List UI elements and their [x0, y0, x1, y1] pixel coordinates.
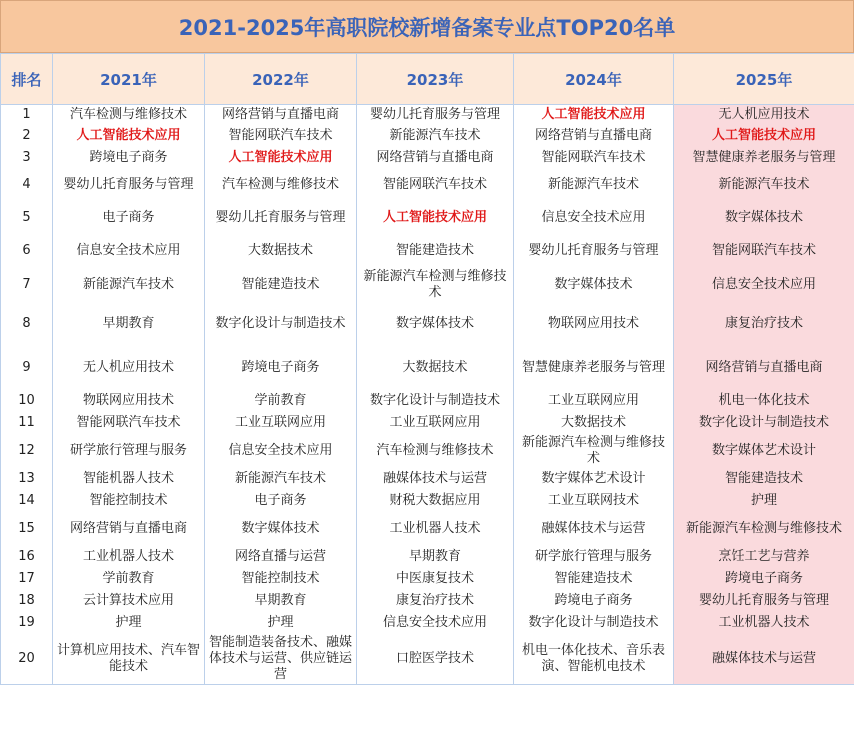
rank-cell: 6	[1, 235, 53, 268]
program-cell: 财税大数据应用	[357, 490, 514, 512]
table-row	[1, 568, 854, 590]
program-cell: 婴幼儿托育服务与管理	[205, 201, 357, 235]
program-cell: 智能控制技术	[53, 490, 205, 512]
program-cell: 口腔医学技术	[357, 634, 514, 685]
rank-cell: 12	[1, 434, 53, 468]
program-cell: 信息安全技术应用	[357, 612, 514, 634]
program-cell: 新能源汽车检测与维修技术	[514, 434, 674, 468]
program-cell: 大数据技术	[514, 412, 674, 434]
program-cell: 数字化设计与制造技术	[674, 412, 854, 434]
program-cell: 信息安全技术应用	[514, 201, 674, 235]
program-cell: 工业机器人技术	[53, 546, 205, 568]
rank-cell: 17	[1, 568, 53, 590]
program-cell: 护理	[205, 612, 357, 634]
program-cell: 融媒体技术与运营	[514, 512, 674, 546]
table-title: 2021-2025年高职院校新增备案专业点TOP20名单	[0, 0, 854, 53]
program-cell: 物联网应用技术	[53, 390, 205, 412]
program-cell: 早期教育	[205, 590, 357, 612]
program-cell: 新能源汽车技术	[53, 268, 205, 302]
table-row	[1, 268, 854, 302]
rank-cell: 16	[1, 546, 53, 568]
program-cell: 数字媒体艺术设计	[674, 434, 854, 468]
program-cell: 智能网联汽车技术	[514, 147, 674, 169]
rank-cell: 20	[1, 634, 53, 685]
program-cell: 数字媒体技术	[205, 512, 357, 546]
rank-cell: 14	[1, 490, 53, 512]
table-row	[1, 412, 854, 434]
table-row	[1, 468, 854, 490]
rank-cell: 3	[1, 147, 53, 169]
program-cell: 智能控制技术	[205, 568, 357, 590]
table-row	[1, 434, 854, 468]
program-cell: 工业机器人技术	[357, 512, 514, 546]
rank-cell: 2	[1, 126, 53, 147]
program-cell: 网络营销与直播电商	[357, 147, 514, 169]
program-cell: 大数据技术	[205, 235, 357, 268]
rank-cell: 5	[1, 201, 53, 235]
program-cell: 智慧健康养老服务与管理	[674, 147, 854, 169]
program-cell: 数字媒体技术	[514, 268, 674, 302]
table-row	[1, 634, 854, 685]
program-cell: 人工智能技术应用	[357, 201, 514, 235]
program-cell: 网络营销与直播电商	[53, 512, 205, 546]
program-cell: 人工智能技术应用	[205, 147, 357, 169]
rank-cell: 1	[1, 105, 53, 126]
program-cell: 云计算技术应用	[53, 590, 205, 612]
program-cell: 工业互联网应用	[514, 390, 674, 412]
rank-cell: 9	[1, 346, 53, 390]
program-cell: 烹饪工艺与营养	[674, 546, 854, 568]
program-cell: 早期教育	[53, 302, 205, 346]
program-cell: 机电一体化技术、音乐表演、智能机电技术	[514, 634, 674, 685]
program-cell: 汽车检测与维修技术	[53, 105, 205, 126]
program-cell: 数字媒体艺术设计	[514, 468, 674, 490]
program-cell: 智能建造技术	[514, 568, 674, 590]
program-cell: 智能网联汽车技术	[53, 412, 205, 434]
program-cell: 数字化设计与制造技术	[514, 612, 674, 634]
table-row	[1, 390, 854, 412]
program-cell: 融媒体技术与运营	[674, 634, 854, 685]
rank-cell: 13	[1, 468, 53, 490]
program-cell: 新能源汽车技术	[357, 126, 514, 147]
program-cell: 智能建造技术	[674, 468, 854, 490]
table-row	[1, 105, 854, 126]
table-row	[1, 147, 854, 169]
program-cell: 康复治疗技术	[357, 590, 514, 612]
program-cell: 婴幼儿托育服务与管理	[53, 169, 205, 201]
program-cell: 智能网联汽车技术	[674, 235, 854, 268]
program-cell: 学前教育	[205, 390, 357, 412]
program-cell: 婴幼儿托育服务与管理	[674, 590, 854, 612]
rank-cell: 15	[1, 512, 53, 546]
program-cell: 物联网应用技术	[514, 302, 674, 346]
rank-cell: 19	[1, 612, 53, 634]
header-rank: 排名	[1, 54, 53, 105]
program-cell: 工业互联网应用	[205, 412, 357, 434]
program-cell: 跨境电子商务	[205, 346, 357, 390]
program-cell: 智慧健康养老服务与管理	[514, 346, 674, 390]
program-cell: 汽车检测与维修技术	[205, 169, 357, 201]
header-2022: 2022年	[205, 54, 357, 105]
program-cell: 机电一体化技术	[674, 390, 854, 412]
program-cell: 智能网联汽车技术	[357, 169, 514, 201]
program-cell: 人工智能技术应用	[514, 105, 674, 126]
program-cell: 人工智能技术应用	[53, 126, 205, 147]
program-cell: 新能源汽车检测与维修技术	[357, 268, 514, 302]
program-cell: 智能制造装备技术、融媒体技术与运营、供应链运营	[205, 634, 357, 685]
program-cell: 智能建造技术	[205, 268, 357, 302]
program-cell: 大数据技术	[357, 346, 514, 390]
program-cell: 数字化设计与制造技术	[357, 390, 514, 412]
program-cell: 网络直播与运营	[205, 546, 357, 568]
rank-cell: 11	[1, 412, 53, 434]
program-cell: 新能源汽车检测与维修技术	[674, 512, 854, 546]
program-cell: 新能源汽车技术	[205, 468, 357, 490]
table-row	[1, 346, 854, 390]
program-cell: 跨境电子商务	[53, 147, 205, 169]
table-row	[1, 235, 854, 268]
program-cell: 融媒体技术与运营	[357, 468, 514, 490]
rank-cell: 8	[1, 302, 53, 346]
program-cell: 研学旅行管理与服务	[514, 546, 674, 568]
program-cell: 无人机应用技术	[674, 105, 854, 126]
table-row	[1, 512, 854, 546]
program-cell: 新能源汽车技术	[674, 169, 854, 201]
program-cell: 工业互联网技术	[514, 490, 674, 512]
table-row	[1, 201, 854, 235]
program-cell: 工业互联网应用	[357, 412, 514, 434]
rank-cell: 18	[1, 590, 53, 612]
table-row	[1, 126, 854, 147]
table-row	[1, 612, 854, 634]
table-row	[1, 490, 854, 512]
program-cell: 早期教育	[357, 546, 514, 568]
program-cell: 网络营销与直播电商	[674, 346, 854, 390]
header-2021: 2021年	[53, 54, 205, 105]
program-cell: 网络营销与直播电商	[205, 105, 357, 126]
program-cell: 婴幼儿托育服务与管理	[357, 105, 514, 126]
program-cell: 无人机应用技术	[53, 346, 205, 390]
program-cell: 电子商务	[205, 490, 357, 512]
header-2023: 2023年	[357, 54, 514, 105]
program-cell: 智能机器人技术	[53, 468, 205, 490]
program-cell: 信息安全技术应用	[53, 235, 205, 268]
program-cell: 跨境电子商务	[514, 590, 674, 612]
header-2024: 2024年	[514, 54, 674, 105]
rank-cell: 10	[1, 390, 53, 412]
rank-cell: 4	[1, 169, 53, 201]
program-cell: 婴幼儿托育服务与管理	[514, 235, 674, 268]
program-cell: 数字化设计与制造技术	[205, 302, 357, 346]
header-row	[1, 54, 854, 105]
program-cell: 智能建造技术	[357, 235, 514, 268]
program-cell: 数字媒体技术	[674, 201, 854, 235]
program-cell: 电子商务	[53, 201, 205, 235]
program-cell: 信息安全技术应用	[674, 268, 854, 302]
program-cell: 护理	[674, 490, 854, 512]
program-cell: 研学旅行管理与服务	[53, 434, 205, 468]
program-cell: 学前教育	[53, 568, 205, 590]
table-row	[1, 590, 854, 612]
table-row	[1, 302, 854, 346]
program-cell: 工业机器人技术	[674, 612, 854, 634]
program-cell: 人工智能技术应用	[674, 126, 854, 147]
program-cell: 跨境电子商务	[674, 568, 854, 590]
rank-cell: 7	[1, 268, 53, 302]
program-cell: 护理	[53, 612, 205, 634]
program-cell: 计算机应用技术、汽车智能技术	[53, 634, 205, 685]
header-2025: 2025年	[674, 54, 854, 105]
table-row	[1, 169, 854, 201]
program-cell: 信息安全技术应用	[205, 434, 357, 468]
program-cell: 网络营销与直播电商	[514, 126, 674, 147]
ranking-table	[0, 53, 854, 685]
program-cell: 数字媒体技术	[357, 302, 514, 346]
program-cell: 汽车检测与维修技术	[357, 434, 514, 468]
program-cell: 新能源汽车技术	[514, 169, 674, 201]
program-cell: 智能网联汽车技术	[205, 126, 357, 147]
program-cell: 康复治疗技术	[674, 302, 854, 346]
program-cell: 中医康复技术	[357, 568, 514, 590]
table-row	[1, 546, 854, 568]
